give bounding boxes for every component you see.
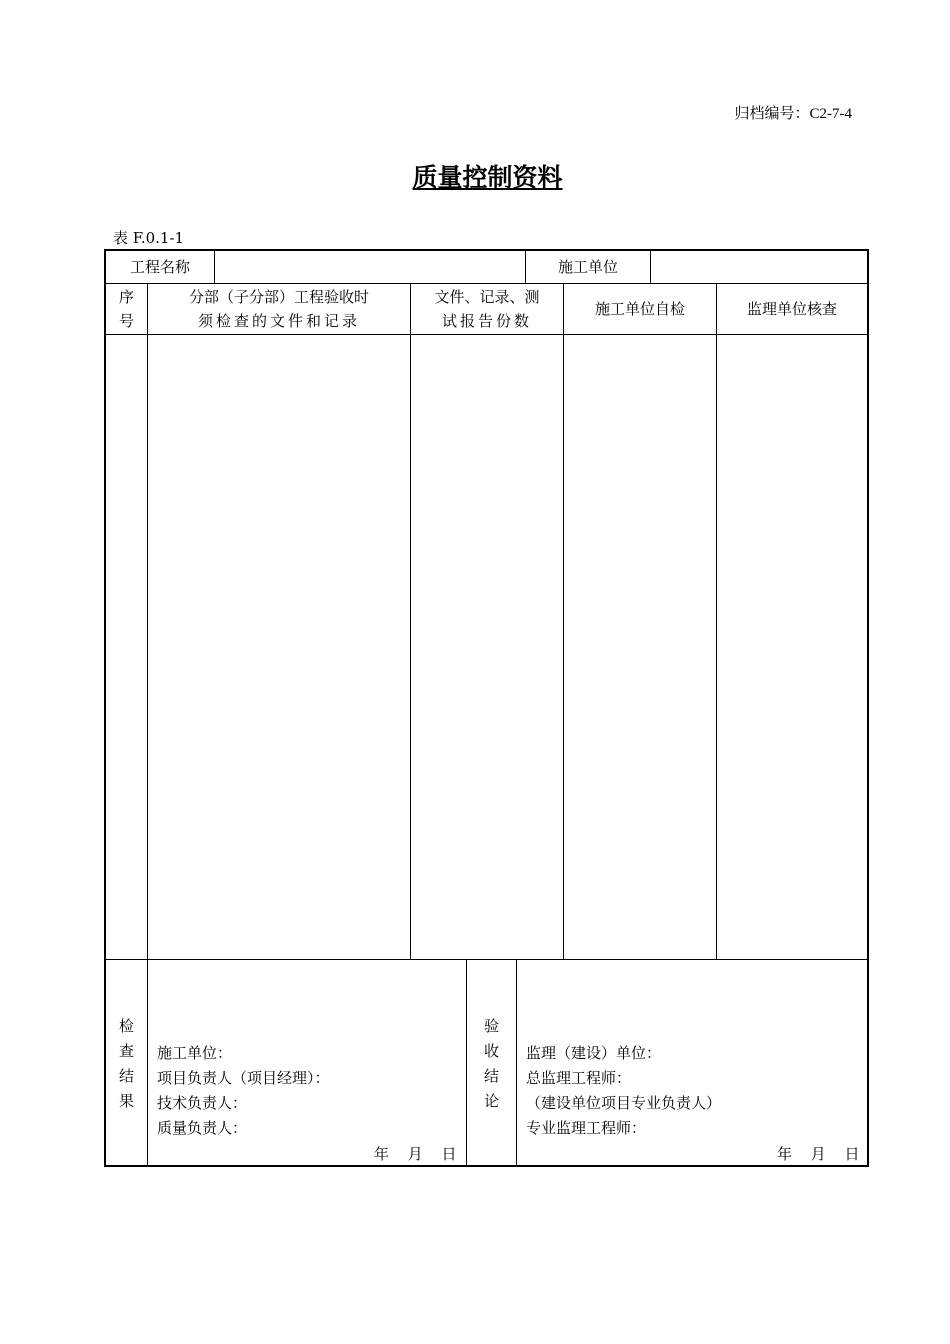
col-header-seq: [106, 284, 147, 334]
col-header-seq-line2: 号: [118, 312, 134, 330]
col-header-seq-line1: 序: [118, 288, 134, 306]
row-divider-columns: [106, 334, 867, 335]
col-header-self-check: 施工单位自检: [594, 300, 685, 318]
specialist-supervisor-line: 专业监理工程师：: [526, 1119, 647, 1137]
quality-lead-line: 质量负责人：: [157, 1119, 248, 1137]
col-divider: [410, 283, 411, 959]
check-result-char: 检: [118, 1016, 134, 1035]
archive-number: [734, 102, 852, 123]
col-divider: [516, 959, 517, 1167]
contractor-label: 施工单位: [557, 258, 618, 276]
acceptance-char: 验: [483, 1016, 499, 1035]
archive-label: 归档编号：: [734, 104, 810, 122]
acceptance-signatures: [526, 1041, 721, 1141]
col-header-report-count-line2: 试报告份数: [441, 312, 532, 330]
project-name-label: 工程名称: [129, 258, 190, 276]
owner-project-lead-line: （建设单位项目专业负责人）: [526, 1094, 722, 1112]
col-header-supervision: 监理单位核查: [746, 300, 837, 318]
acceptance-char: 结: [483, 1066, 499, 1085]
col-header-documents-line2: 须检查的文件和记录: [197, 312, 360, 330]
table-number: 表 F.0.1-1: [113, 229, 185, 247]
acceptance-char: 收: [483, 1041, 499, 1060]
col-divider: [147, 283, 148, 959]
chief-supervisor-line: 总监理工程师：: [526, 1069, 632, 1087]
col-divider: [147, 959, 148, 1167]
check-result-date: 年 月 日: [374, 1145, 457, 1163]
acceptance-char: 论: [483, 1091, 499, 1110]
archive-code: C2-7-4: [809, 106, 852, 122]
check-result-char: 查: [118, 1041, 134, 1060]
supervision-unit-line: 监理（建设）单位：: [526, 1044, 662, 1062]
project-manager-line: 项目负责人（项目经理）：: [157, 1069, 330, 1087]
project-name-field[interactable]: [215, 251, 525, 283]
check-result-label: [106, 960, 147, 1167]
page-title: 质量控制资料: [412, 163, 563, 192]
col-divider: [716, 283, 717, 959]
col-header-documents: [148, 284, 410, 334]
acceptance-label: [467, 960, 516, 1167]
col-divider: [563, 283, 564, 959]
quality-control-table: [104, 249, 869, 1167]
acceptance-date: 年 月 日: [777, 1145, 860, 1163]
col-header-report-count-line1: 文件、记录、测: [434, 288, 540, 306]
check-result-char: 结: [118, 1066, 134, 1085]
contractor-field[interactable]: [651, 251, 867, 283]
check-result-signatures: [157, 1041, 330, 1141]
check-result-char: 果: [118, 1091, 134, 1110]
technical-lead-line: 技术负责人：: [157, 1094, 248, 1112]
col-header-report-count: [411, 284, 563, 334]
col-header-documents-line1: 分部（子分部）工程验收时: [188, 288, 369, 306]
contractor-unit-line: 施工单位：: [157, 1044, 233, 1062]
